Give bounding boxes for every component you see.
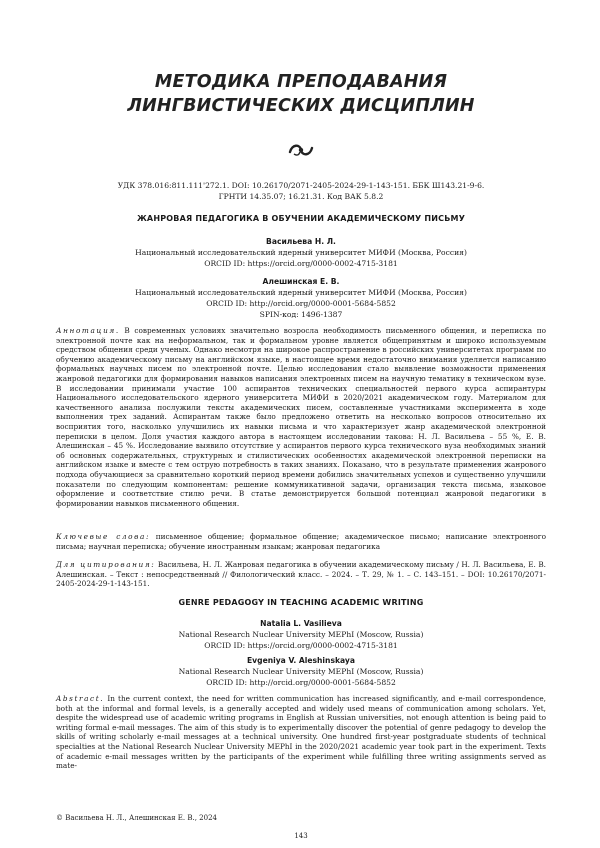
article-title-en: GENRE PEDAGOGY IN TEACHING ACADEMIC WRITING xyxy=(178,598,424,607)
udk-info xyxy=(56,180,546,202)
author-name: Evgeniya V. Aleshinskaya xyxy=(247,656,355,665)
keywords-text: письменное общение; формальное общение; академическое письмо; написание электронного письма; научная переписка; обучение иностранным языкам; жанровая педагогика xyxy=(56,532,546,551)
keywords-label: Ключевые слова: xyxy=(56,532,151,541)
author-block-2-ru xyxy=(56,276,546,320)
author-block-2-en xyxy=(56,655,546,688)
author-affiliation: National Research Nuclear University MEPhI (Moscow, Russia) xyxy=(178,667,424,676)
abstract-text: In the current context, the need for written communication has increased significantly, and e-mail correspondence, both at the informal and formal levels, is a generally accepted and widely used means of communication among scholars. Yet, despite the widespread use of academic writing programs in English at Russian universities, not enough attention is being paid to writing formal e-mail messages. The aim of this study is to experimentally discover the potential of genre pedagogy to develop the skills of writing scholarly e-mail messages at a technical university. One hundred first-year postgraduate students of technical specialties at the National Research Nuclear University MEPhI in the 2020/2021 academic year took part in the experiment. Texts of academic e-mail messages written by the participants of the experiment while fulfilling three writing assignments served as mate- xyxy=(56,694,546,771)
abstract-ru xyxy=(56,326,546,508)
copyright: © Васильева Н. Л., Алешинская Е. В., 2024 xyxy=(56,814,217,822)
author-name: Natalia L. Vasilieva xyxy=(260,619,342,628)
abstract-label: Abstract. xyxy=(56,694,105,703)
author-orcid: ORCID ID: http://orcid.org/0000-0001-5684-5852 xyxy=(206,299,396,308)
author-name: Алешинская Е. В. xyxy=(262,277,340,286)
article-title-ru: ЖАНРОВАЯ ПЕДАГОГИКА В ОБУЧЕНИИ АКАДЕМИЧЕСКОМУ ПИСЬМУ xyxy=(136,214,466,223)
author-orcid: ORCID ID: http://orcid.org/0000-0001-5684-5852 xyxy=(206,678,396,687)
abstract-en xyxy=(56,694,546,771)
ornament-icon xyxy=(286,140,316,160)
keywords-ru xyxy=(56,532,546,551)
udk-line-1: УДК 378.016:811.111'272.1. DOI: 10.26170/2071-2405-2024-29-1-143-151. ББК Ш143.21-9-6. xyxy=(117,181,485,190)
citation-label: Для цитирования: xyxy=(56,560,156,569)
author-name: Васильева Н. Л. xyxy=(266,237,336,246)
citation-ru xyxy=(56,560,546,589)
author-affiliation: National Research Nuclear University MEPhI (Moscow, Russia) xyxy=(178,630,424,639)
abstract-text: В современных условиях значительно возросла необходимость письменного общения, и переписка по электронной почте как на неформальном, так и формальном уровне является общепринятым и широко используемым средством общения среди ученых. Однако несмотря на широкое распространение в российских университетах программ по обучению академическому письму на английском языке, в настоящее время недостаточно внимания уделяется написанию формальных научных писем по электронной почте. Целью исследования стало выявление возможности применения жанровой педагогики для формирования навыков написания электронных писем на научную тематику в техническом вузе. В исследовании принимали участие 100 аспирантов технических специальностей первого курса аспирантуры Национального исследовательского ядерного университета МИФИ в 2020/2021 академическом году. Материалом для качественного анализа послужили тексты академических писем, составленные участниками эксперимента в ходе выполнения трех заданий. Аспирантам также было предложено ответить на несколько вопросов относительно их восприятия того, насколько улучшились их навыки письма и что характеризует жанр академической электронной переписки в целом. Доля участия каждого автора в настоящем исследовании такова: Н. Л. Васильева – 55 %, Е. В. Алешинская – 45 %. Исследование выявило отсутствие у аспирантов первого курса технического вуза необходимых знаний об основных содержательных, структурных и стилистических особенностях академической электронной переписки на английском языке и вместе с тем острую потребность в таких знаниях. Показано, что в результате применения жанрового подхода обучающиеся за сравнительно короткий период времени добились значительных успехов и существенно улучшили показатели по следующим компонентам: решение коммуникативной задачи, организация текста письма, языковое оформление и соответствие стилю речи. В статье демонстрируется большой потенциал жанровой педагогики в формировании навыков письменного общения. xyxy=(56,326,546,508)
page-number: 143 xyxy=(294,832,308,840)
author-orcid: ORCID ID: https://orcid.org/0000-0002-4715-3181 xyxy=(204,259,398,268)
author-orcid: ORCID ID: https://orcid.org/0000-0002-4715-3181 xyxy=(204,641,398,650)
section-title-line-2: ЛИНГВИСТИЧЕСКИХ ДИСЦИПЛИН xyxy=(127,96,475,116)
author-spin: SPIN-код: 1496-1387 xyxy=(259,310,343,319)
abstract-label: Аннотация. xyxy=(56,326,120,335)
section-title-line-1: МЕТОДИКА ПРЕПОДАВАНИЯ xyxy=(154,72,448,92)
author-affiliation: Национальный исследовательский ядерный университет МИФИ (Москва, Россия) xyxy=(135,248,467,257)
citation-text: Васильева, Н. Л. Жанровая педагогика в обучении академическому письму / Н. Л. Васильева, Е. В. Алешинская. – Текст : непосредственный // Филологический класс. – 2024. – Т. 29, № 1. – С. 143–151. – DOI: 10.26170/2071-2405-2024-29-1-143-151. xyxy=(56,560,546,589)
author-block-1-en xyxy=(56,618,546,651)
author-affiliation: Национальный исследовательский ядерный университет МИФИ (Москва, Россия) xyxy=(135,288,467,297)
author-block-1-ru xyxy=(56,236,546,269)
udk-line-2: ГРНТИ 14.35.07; 16.21.31. Код ВАК 5.8.2 xyxy=(218,192,384,201)
